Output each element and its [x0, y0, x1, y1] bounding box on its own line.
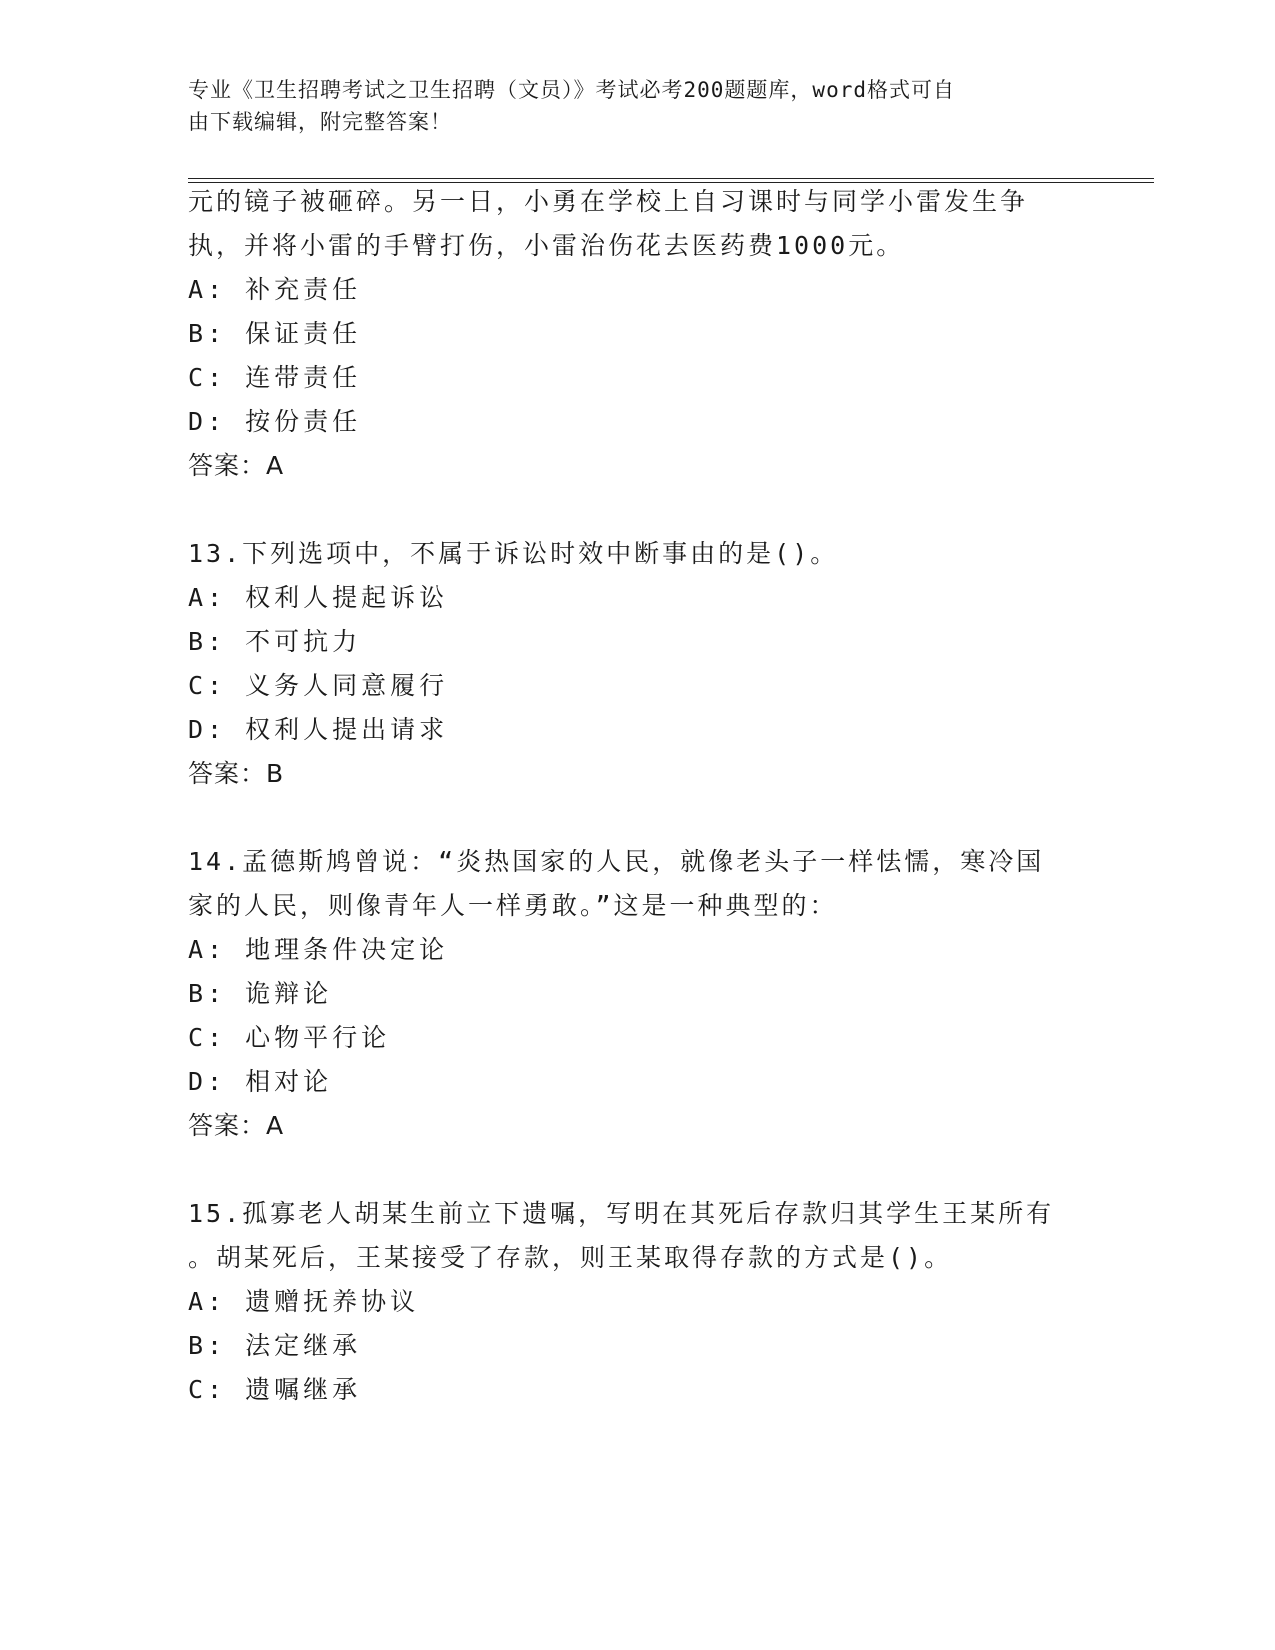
- document-header: [188, 74, 1088, 138]
- q14-answer: 答案：A: [188, 1111, 285, 1140]
- q13-option-d: D: 权利人提出请求: [188, 715, 449, 744]
- q13-stem-line-1: 13.下列选项中，不属于诉讼时效中断事由的是()。: [188, 539, 839, 568]
- header-line-1: 专业《卫生招聘考试之卫生招聘（文员）》考试必考200题题库，word格式可自: [188, 78, 955, 102]
- q14-option-d: D: 相对论: [188, 1067, 333, 1096]
- q14-option-a: A: 地理条件决定论: [188, 935, 449, 964]
- q14-option-c: C: 心物平行论: [188, 1023, 391, 1052]
- q12-option-c: C: 连带责任: [188, 363, 362, 392]
- q12-option-b: B: 保证责任: [188, 319, 362, 348]
- q13-option-c: C: 义务人同意履行: [188, 671, 449, 700]
- q12-option-d: D: 按份责任: [188, 407, 362, 436]
- q13-option-b: B: 不可抗力: [188, 627, 362, 656]
- q12-stem-line-2: 执，并将小雷的手臂打伤，小雷治伤花去医药费1000元。: [188, 231, 905, 260]
- header-line-2: 由下载编辑，附完整答案！: [188, 110, 452, 134]
- q15-option-c: C: 遗嘱继承: [188, 1375, 362, 1404]
- q12-answer: 答案：A: [188, 451, 285, 480]
- q14-option-b: B: 诡辩论: [188, 979, 333, 1008]
- q13-option-a: A: 权利人提起诉讼: [188, 583, 449, 612]
- q14-stem-line-2: 家的人民，则像青年人一样勇敢。”这是一种典型的：: [188, 891, 838, 920]
- q12-stem-line-1: 元的镜子被砸碎。另一日，小勇在学校上自习课时与同学小雷发生争: [188, 187, 1029, 216]
- q15-option-b: B: 法定继承: [188, 1331, 362, 1360]
- q14-stem-line-1: 14.孟德斯鸠曾说：“炎热国家的人民，就像老头子一样怯懦，寒冷国: [188, 847, 1045, 876]
- q15-stem-line-1: 15.孤寡老人胡某生前立下遗嘱，写明在其死后存款归其学生王某所有: [188, 1199, 1055, 1228]
- q15-stem-line-2: 。胡某死后，王某接受了存款，则王某取得存款的方式是()。: [188, 1243, 953, 1272]
- q15-option-a: A: 遗赠抚养协议: [188, 1287, 420, 1316]
- q13-answer: 答案：B: [188, 759, 285, 788]
- q12-option-a: A: 补充责任: [188, 275, 362, 304]
